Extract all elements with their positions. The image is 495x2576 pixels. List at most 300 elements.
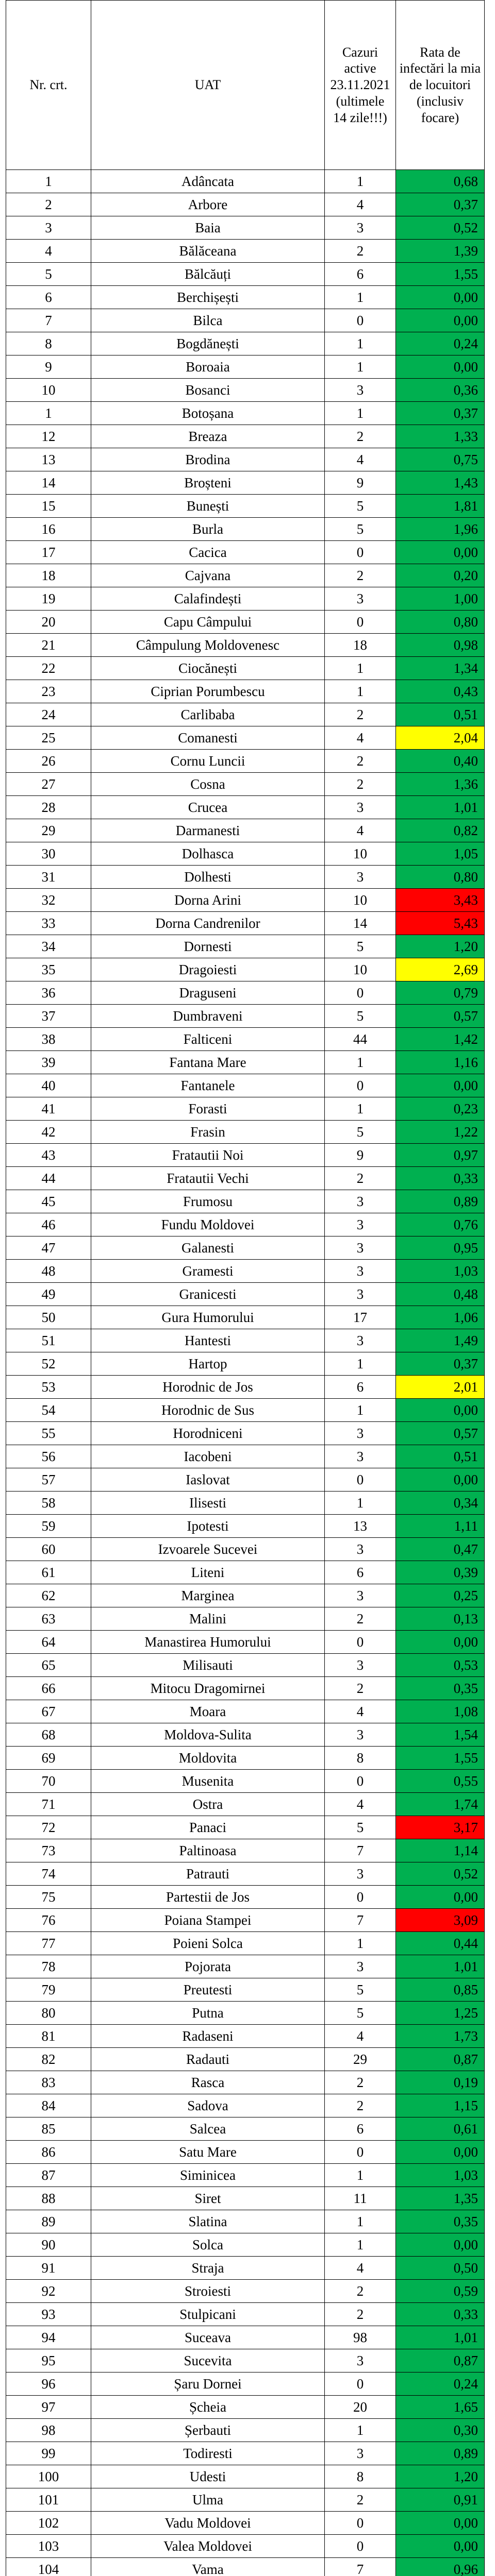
infection-rate-cell: 0,34 xyxy=(396,1492,485,1515)
table-row xyxy=(6,2442,485,2465)
infection-rate-cell: 3,09 xyxy=(396,1909,485,1932)
infection-rate-cell: 0,00 xyxy=(396,2141,485,2164)
infection-rate-cell: 0,48 xyxy=(396,1283,485,1306)
infection-rate-cell: 0,80 xyxy=(396,611,485,634)
infection-rate-cell: 0,98 xyxy=(396,634,485,657)
uat-name-cell: Ilisesti xyxy=(91,1492,325,1515)
header-infection-rate: Rata de infectări la mia de locuitori (inclusiv focare) xyxy=(396,1,485,170)
row-number-cell: 37 xyxy=(6,1005,91,1028)
uat-name-cell: Straja xyxy=(91,2257,325,2280)
uat-name-cell: Ciprian Porumbescu xyxy=(91,680,325,703)
infection-rate-cell: 1,65 xyxy=(396,2396,485,2419)
uat-name-cell: Arbore xyxy=(91,193,325,216)
row-number-cell: 55 xyxy=(6,1422,91,1445)
infection-rate-cell: 0,55 xyxy=(396,1770,485,1793)
infection-rate-cell: 5,43 xyxy=(396,912,485,935)
infection-rate-cell: 1,43 xyxy=(396,471,485,495)
uat-name-cell: Șerbauti xyxy=(91,2419,325,2442)
infection-rate-cell: 1,39 xyxy=(396,240,485,263)
row-number-cell: 65 xyxy=(6,1654,91,1677)
active-cases-cell: 3 xyxy=(325,1538,396,1561)
row-number-cell: 51 xyxy=(6,1329,91,1352)
row-number-cell: 22 xyxy=(6,657,91,680)
infection-rate-cell: 0,40 xyxy=(396,750,485,773)
infection-rate-cell: 0,95 xyxy=(396,1236,485,1260)
table-row xyxy=(6,1677,485,1700)
table-row xyxy=(6,1654,485,1677)
row-number-cell: 104 xyxy=(6,2558,91,2576)
table-row xyxy=(6,2349,485,2372)
table-row xyxy=(6,1955,485,1978)
uat-name-cell: Șcheia xyxy=(91,2396,325,2419)
infection-rate-table-container xyxy=(6,0,485,2576)
table-row xyxy=(6,240,485,263)
infection-rate-cell: 1,01 xyxy=(396,796,485,819)
infection-rate-cell: 0,96 xyxy=(396,2558,485,2576)
row-number-cell: 17 xyxy=(6,541,91,564)
table-row xyxy=(6,2257,485,2280)
infection-rate-cell: 1,34 xyxy=(396,657,485,680)
table-row xyxy=(6,587,485,611)
row-number-cell: 3 xyxy=(6,216,91,240)
uat-name-cell: Calafindești xyxy=(91,587,325,611)
active-cases-cell: 1 xyxy=(325,355,396,379)
active-cases-cell: 0 xyxy=(325,309,396,332)
table-row xyxy=(6,703,485,726)
uat-name-cell: Sucevita xyxy=(91,2349,325,2372)
table-row xyxy=(6,796,485,819)
table-row xyxy=(6,2094,485,2117)
table-row xyxy=(6,1793,485,1816)
uat-name-cell: Moldova-Sulita xyxy=(91,1723,325,1747)
infection-rate-cell: 0,75 xyxy=(396,448,485,471)
active-cases-cell: 6 xyxy=(325,1376,396,1399)
infection-rate-cell: 0,59 xyxy=(396,2280,485,2303)
active-cases-cell: 2 xyxy=(325,564,396,587)
table-row xyxy=(6,657,485,680)
active-cases-cell: 3 xyxy=(325,1445,396,1468)
table-row xyxy=(6,286,485,309)
uat-name-cell: Iaslovat xyxy=(91,1468,325,1492)
uat-name-cell: Vama xyxy=(91,2558,325,2576)
table-row xyxy=(6,726,485,750)
active-cases-cell: 1 xyxy=(325,170,396,193)
infection-rate-cell: 0,20 xyxy=(396,564,485,587)
infection-rate-cell: 0,13 xyxy=(396,1607,485,1631)
row-number-cell: 46 xyxy=(6,1213,91,1236)
table-row xyxy=(6,1862,485,1886)
infection-rate-cell: 1,14 xyxy=(396,1839,485,1862)
uat-name-cell: Bunești xyxy=(91,495,325,518)
table-row xyxy=(6,2396,485,2419)
table-row xyxy=(6,1886,485,1909)
active-cases-cell: 2 xyxy=(325,1677,396,1700)
infection-rate-cell: 0,36 xyxy=(396,379,485,402)
infection-rate-cell: 0,82 xyxy=(396,819,485,842)
row-number-cell: 1 xyxy=(6,170,91,193)
infection-rate-cell: 0,00 xyxy=(396,1468,485,1492)
active-cases-cell: 13 xyxy=(325,1515,396,1538)
row-number-cell: 61 xyxy=(6,1561,91,1584)
active-cases-cell: 0 xyxy=(325,2372,396,2396)
table-row xyxy=(6,541,485,564)
uat-name-cell: Cornu Luncii xyxy=(91,750,325,773)
active-cases-cell: 2 xyxy=(325,703,396,726)
uat-name-cell: Malini xyxy=(91,1607,325,1631)
active-cases-cell: 3 xyxy=(325,216,396,240)
row-number-cell: 29 xyxy=(6,819,91,842)
row-number-cell: 91 xyxy=(6,2257,91,2280)
active-cases-cell: 7 xyxy=(325,1909,396,1932)
active-cases-cell: 6 xyxy=(325,1561,396,1584)
row-number-cell: 66 xyxy=(6,1677,91,1700)
table-row xyxy=(6,2326,485,2349)
infection-rate-cell: 0,76 xyxy=(396,1213,485,1236)
row-number-cell: 89 xyxy=(6,2210,91,2233)
uat-name-cell: Cosna xyxy=(91,773,325,796)
table-row xyxy=(6,2002,485,2025)
active-cases-cell: 0 xyxy=(325,1074,396,1097)
table-row xyxy=(6,1978,485,2002)
infection-rate-cell: 1,81 xyxy=(396,495,485,518)
uat-name-cell: Capu Câmpului xyxy=(91,611,325,634)
row-number-cell: 27 xyxy=(6,773,91,796)
infection-rate-cell: 0,30 xyxy=(396,2419,485,2442)
row-number-cell: 14 xyxy=(6,471,91,495)
row-number-cell: 13 xyxy=(6,448,91,471)
uat-name-cell: Dorna Arini xyxy=(91,889,325,912)
table-row xyxy=(6,2071,485,2094)
table-row xyxy=(6,1329,485,1352)
table-row xyxy=(6,680,485,703)
row-number-cell: 54 xyxy=(6,1399,91,1422)
active-cases-cell: 3 xyxy=(325,1584,396,1607)
uat-name-cell: Poieni Solca xyxy=(91,1932,325,1955)
table-row xyxy=(6,2303,485,2326)
table-row xyxy=(6,1492,485,1515)
table-row xyxy=(6,1167,485,1190)
active-cases-cell: 3 xyxy=(325,1236,396,1260)
uat-name-cell: Bălcăuți xyxy=(91,263,325,286)
row-number-cell: 68 xyxy=(6,1723,91,1747)
active-cases-cell: 1 xyxy=(325,1399,396,1422)
row-number-cell: 73 xyxy=(6,1839,91,1862)
table-row xyxy=(6,1144,485,1167)
uat-name-cell: Brodina xyxy=(91,448,325,471)
active-cases-cell: 0 xyxy=(325,1770,396,1793)
active-cases-cell: 98 xyxy=(325,2326,396,2349)
table-row xyxy=(6,1190,485,1213)
row-number-cell: 71 xyxy=(6,1793,91,1816)
table-row xyxy=(6,2187,485,2210)
infection-rate-cell: 1,15 xyxy=(396,2094,485,2117)
infection-rate-cell: 1,74 xyxy=(396,1793,485,1816)
table-row xyxy=(6,2419,485,2442)
row-number-cell: 81 xyxy=(6,2025,91,2048)
table-row xyxy=(6,2048,485,2071)
table-row xyxy=(6,2372,485,2396)
active-cases-cell: 0 xyxy=(325,1631,396,1654)
active-cases-cell: 2 xyxy=(325,1167,396,1190)
uat-name-cell: Falticeni xyxy=(91,1028,325,1051)
active-cases-cell: 44 xyxy=(325,1028,396,1051)
active-cases-cell: 4 xyxy=(325,2257,396,2280)
row-number-cell: 80 xyxy=(6,2002,91,2025)
uat-name-cell: Iacobeni xyxy=(91,1445,325,1468)
row-number-cell: 28 xyxy=(6,796,91,819)
table-row xyxy=(6,448,485,471)
infection-rate-cell: 0,51 xyxy=(396,703,485,726)
infection-rate-cell: 0,85 xyxy=(396,1978,485,2002)
row-number-cell: 60 xyxy=(6,1538,91,1561)
header-nr: Nr. crt. xyxy=(6,1,91,170)
infection-rate-cell: 1,96 xyxy=(396,518,485,541)
row-number-cell: 35 xyxy=(6,958,91,981)
uat-name-cell: Gramesti xyxy=(91,1260,325,1283)
table-row xyxy=(6,2025,485,2048)
table-row xyxy=(6,1005,485,1028)
active-cases-cell: 29 xyxy=(325,2048,396,2071)
uat-name-cell: Fundu Moldovei xyxy=(91,1213,325,1236)
uat-name-cell: Fantana Mare xyxy=(91,1051,325,1074)
infection-rate-cell: 3,17 xyxy=(396,1816,485,1839)
row-number-cell: 15 xyxy=(6,495,91,518)
row-number-cell: 6 xyxy=(6,286,91,309)
uat-name-cell: Dumbraveni xyxy=(91,1005,325,1028)
uat-name-cell: Slatina xyxy=(91,2210,325,2233)
uat-name-cell: Salcea xyxy=(91,2117,325,2141)
uat-name-cell: Broșteni xyxy=(91,471,325,495)
infection-rate-cell: 1,42 xyxy=(396,1028,485,1051)
uat-name-cell: Satu Mare xyxy=(91,2141,325,2164)
uat-name-cell: Fantanele xyxy=(91,1074,325,1097)
infection-rate-cell: 0,37 xyxy=(396,193,485,216)
row-number-cell: 1 xyxy=(6,402,91,425)
active-cases-cell: 1 xyxy=(325,657,396,680)
uat-name-cell: Mitocu Dragomirnei xyxy=(91,1677,325,1700)
infection-rate-cell: 0,68 xyxy=(396,170,485,193)
table-row xyxy=(6,402,485,425)
uat-name-cell: Dolhasca xyxy=(91,842,325,866)
uat-name-cell: Stroiesti xyxy=(91,2280,325,2303)
uat-name-cell: Ipotesti xyxy=(91,1515,325,1538)
table-row xyxy=(6,1097,485,1121)
active-cases-cell: 5 xyxy=(325,1121,396,1144)
table-row xyxy=(6,1723,485,1747)
active-cases-cell: 3 xyxy=(325,1723,396,1747)
row-number-cell: 99 xyxy=(6,2442,91,2465)
infection-rate-cell: 0,51 xyxy=(396,1445,485,1468)
infection-rate-cell: 1,25 xyxy=(396,2002,485,2025)
infection-rate-cell: 1,20 xyxy=(396,2465,485,2488)
active-cases-cell: 5 xyxy=(325,1816,396,1839)
row-number-cell: 85 xyxy=(6,2117,91,2141)
uat-name-cell: Todiresti xyxy=(91,2442,325,2465)
uat-name-cell: Baia xyxy=(91,216,325,240)
infection-rate-cell: 0,19 xyxy=(396,2071,485,2094)
infection-rate-cell: 0,00 xyxy=(396,2233,485,2257)
table-row xyxy=(6,866,485,889)
table-row xyxy=(6,773,485,796)
uat-name-cell: Granicesti xyxy=(91,1283,325,1306)
table-row xyxy=(6,1376,485,1399)
infection-rate-cell: 0,33 xyxy=(396,2303,485,2326)
table-row xyxy=(6,355,485,379)
uat-name-cell: Solca xyxy=(91,2233,325,2257)
infection-rate-cell: 1,49 xyxy=(396,1329,485,1352)
infection-rate-cell: 0,47 xyxy=(396,1538,485,1561)
infection-rate-cell: 1,33 xyxy=(396,425,485,448)
table-row xyxy=(6,2141,485,2164)
active-cases-cell: 5 xyxy=(325,518,396,541)
active-cases-cell: 5 xyxy=(325,495,396,518)
infection-rate-cell: 0,57 xyxy=(396,1005,485,1028)
row-number-cell: 26 xyxy=(6,750,91,773)
uat-name-cell: Bălăceana xyxy=(91,240,325,263)
infection-rate-cell: 0,44 xyxy=(396,1932,485,1955)
row-number-cell: 18 xyxy=(6,564,91,587)
table-row xyxy=(6,1445,485,1468)
uat-name-cell: Breaza xyxy=(91,425,325,448)
uat-name-cell: Hartop xyxy=(91,1352,325,1376)
table-row xyxy=(6,216,485,240)
table-row xyxy=(6,425,485,448)
table-row xyxy=(6,2558,485,2576)
uat-name-cell: Vadu Moldovei xyxy=(91,2512,325,2535)
table-row xyxy=(6,1538,485,1561)
active-cases-cell: 17 xyxy=(325,1306,396,1329)
table-row xyxy=(6,193,485,216)
active-cases-cell: 4 xyxy=(325,2025,396,2048)
active-cases-cell: 0 xyxy=(325,1468,396,1492)
active-cases-cell: 18 xyxy=(325,634,396,657)
uat-name-cell: Preutesti xyxy=(91,1978,325,2002)
infection-rate-cell: 1,16 xyxy=(396,1051,485,1074)
row-number-cell: 5 xyxy=(6,263,91,286)
infection-rate-cell: 0,37 xyxy=(396,402,485,425)
row-number-cell: 98 xyxy=(6,2419,91,2442)
row-number-cell: 53 xyxy=(6,1376,91,1399)
infection-rate-cell: 0,00 xyxy=(396,355,485,379)
row-number-cell: 16 xyxy=(6,518,91,541)
active-cases-cell: 1 xyxy=(325,1051,396,1074)
table-row xyxy=(6,750,485,773)
uat-name-cell: Bilca xyxy=(91,309,325,332)
table-row xyxy=(6,1422,485,1445)
uat-name-cell: Moldovita xyxy=(91,1747,325,1770)
infection-rate-cell: 2,01 xyxy=(396,1376,485,1399)
active-cases-cell: 4 xyxy=(325,193,396,216)
table-row xyxy=(6,1700,485,1723)
table-row xyxy=(6,1121,485,1144)
infection-rate-cell: 1,55 xyxy=(396,263,485,286)
uat-name-cell: Horodniceni xyxy=(91,1422,325,1445)
row-number-cell: 78 xyxy=(6,1955,91,1978)
uat-name-cell: Frasin xyxy=(91,1121,325,1144)
active-cases-cell: 4 xyxy=(325,819,396,842)
uat-name-cell: Milisauti xyxy=(91,1654,325,1677)
table-row xyxy=(6,2233,485,2257)
row-number-cell: 97 xyxy=(6,2396,91,2419)
row-number-cell: 79 xyxy=(6,1978,91,2002)
infection-rate-cell: 3,43 xyxy=(396,889,485,912)
infection-rate-cell: 0,00 xyxy=(396,286,485,309)
uat-name-cell: Câmpulung Moldovenesc xyxy=(91,634,325,657)
active-cases-cell: 1 xyxy=(325,402,396,425)
active-cases-cell: 7 xyxy=(325,2558,396,2576)
infection-rate-cell: 0,87 xyxy=(396,2349,485,2372)
table-row xyxy=(6,1515,485,1538)
uat-name-cell: Siret xyxy=(91,2187,325,2210)
table-row xyxy=(6,2210,485,2233)
active-cases-cell: 0 xyxy=(325,541,396,564)
uat-name-cell: Radauti xyxy=(91,2048,325,2071)
table-row xyxy=(6,1816,485,1839)
active-cases-cell: 9 xyxy=(325,1144,396,1167)
table-row xyxy=(6,379,485,402)
infection-rate-cell: 1,01 xyxy=(396,2326,485,2349)
table-row xyxy=(6,2164,485,2187)
active-cases-cell: 5 xyxy=(325,1005,396,1028)
row-number-cell: 90 xyxy=(6,2233,91,2257)
row-number-cell: 8 xyxy=(6,332,91,355)
infection-rate-cell: 0,43 xyxy=(396,680,485,703)
active-cases-cell: 8 xyxy=(325,2465,396,2488)
infection-rate-cell: 1,05 xyxy=(396,842,485,866)
active-cases-cell: 2 xyxy=(325,2488,396,2512)
infection-rate-cell: 0,89 xyxy=(396,1190,485,1213)
table-row xyxy=(6,2465,485,2488)
uat-name-cell: Siminicea xyxy=(91,2164,325,2187)
uat-name-cell: Draguseni xyxy=(91,981,325,1005)
active-cases-cell: 3 xyxy=(325,2349,396,2372)
infection-rate-cell: 0,25 xyxy=(396,1584,485,1607)
infection-rate-cell: 1,03 xyxy=(396,2164,485,2187)
table-row xyxy=(6,958,485,981)
table-row xyxy=(6,332,485,355)
active-cases-cell: 3 xyxy=(325,1283,396,1306)
infection-rate-cell: 0,24 xyxy=(396,2372,485,2396)
row-number-cell: 31 xyxy=(6,866,91,889)
row-number-cell: 36 xyxy=(6,981,91,1005)
uat-name-cell: Musenita xyxy=(91,1770,325,1793)
infection-rate-cell: 0,00 xyxy=(396,1074,485,1097)
row-number-cell: 24 xyxy=(6,703,91,726)
uat-name-cell: Fratautii Noi xyxy=(91,1144,325,1167)
table-row xyxy=(6,2535,485,2558)
infection-rate-cell: 0,24 xyxy=(396,332,485,355)
infection-rate-cell: 0,00 xyxy=(396,2535,485,2558)
active-cases-cell: 2 xyxy=(325,2071,396,2094)
infection-rate-cell: 0,00 xyxy=(396,1399,485,1422)
row-number-cell: 63 xyxy=(6,1607,91,1631)
table-row xyxy=(6,1770,485,1793)
uat-name-cell: Putna xyxy=(91,2002,325,2025)
table-row xyxy=(6,1051,485,1074)
row-number-cell: 30 xyxy=(6,842,91,866)
row-number-cell: 92 xyxy=(6,2280,91,2303)
row-number-cell: 87 xyxy=(6,2164,91,2187)
row-number-cell: 100 xyxy=(6,2465,91,2488)
uat-name-cell: Horodnic de Jos xyxy=(91,1376,325,1399)
table-row xyxy=(6,1074,485,1097)
row-number-cell: 49 xyxy=(6,1283,91,1306)
row-number-cell: 42 xyxy=(6,1121,91,1144)
uat-name-cell: Radaseni xyxy=(91,2025,325,2048)
row-number-cell: 103 xyxy=(6,2535,91,2558)
active-cases-cell: 1 xyxy=(325,2233,396,2257)
row-number-cell: 40 xyxy=(6,1074,91,1097)
